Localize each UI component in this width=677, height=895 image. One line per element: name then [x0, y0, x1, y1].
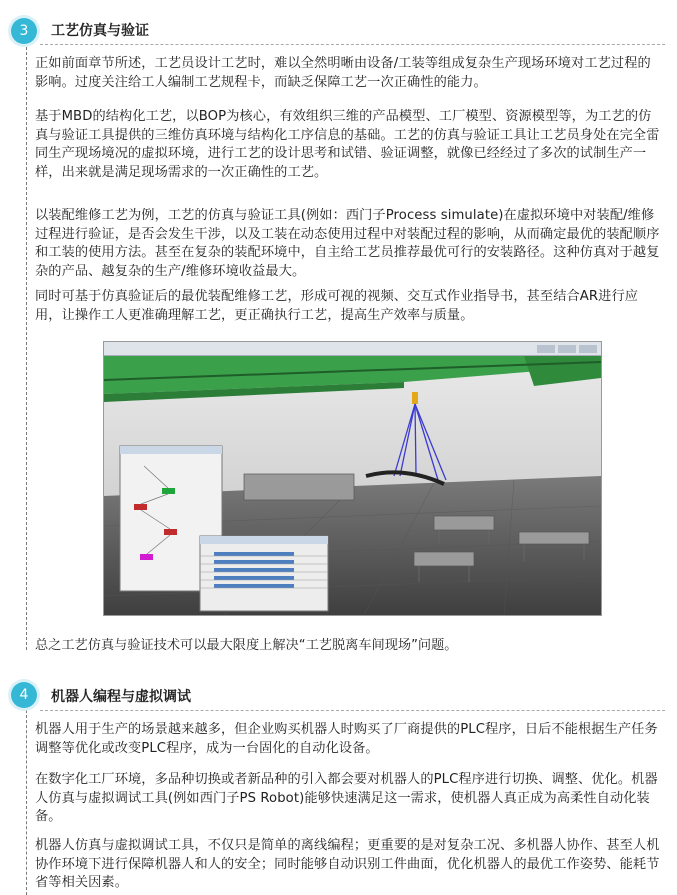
section-3-title: 工艺仿真与验证 [51, 23, 149, 39]
section-4-paragraph-2: 在数字化工厂环境，多品种切换或者新品种的引入都会要对机器人的PLC程序进行切换、调整、优化。机器人仿真与虚拟调试工具(例如西门子PS Robot)能够快速满足这一需求，使机器人真正成为高柔性自动化装备。 [35, 772, 658, 824]
section-3-timeline [26, 32, 27, 650]
sequence-editor-panel [200, 536, 328, 611]
factory-3d-scene [104, 356, 601, 615]
section-4-divider [40, 710, 665, 711]
section-4-number-badge: 4 [11, 682, 37, 708]
section-4-paragraph-1: 机器人用于生产的场景越来越多，但企业购买机器人时购买了厂商提供的PLC程序，日后不能根据生产任务调整等优化或改变PLC程序，成为一台固化的自动化设备。 [35, 722, 658, 756]
section-3-number-badge: 3 [11, 18, 37, 44]
section-3-divider [40, 44, 665, 45]
section-4-title: 机器人编程与虚拟调试 [51, 689, 191, 705]
section-4-paragraph-3: 机器人仿真与虚拟调试工具，不仅只是简单的离线编程；更重要的是对复杂工况、多机器人协作、甚至人机协作环境下进行保障机器人和人的安全；同时能够自动识别工件曲面，优化机器人的最优工作姿势、能耗节省等相关因素。 [35, 838, 660, 890]
section-3-paragraph-2: 基于MBD的结构化工艺，以BOP为核心，有效组织三维的产品模型、工厂模型、资源模型等，为工艺的仿真与验证工具提供的三维仿真环境与结构化工序信息的基础。工艺的仿真与验证工具让工艺员身处在完全雷同生产现场境况的虚拟环境，进行工艺的设计思考和试错、验证调整，就像已经经过了多次的试制生产一样，出来就是满足现场需求的一次正确性的工艺。 [35, 109, 660, 180]
section-3-caption: 总之工艺仿真与验证技术可以最大限度上解决“工艺脱离车间现场”问题。 [35, 638, 458, 653]
process-simulate-screenshot [103, 341, 602, 616]
section-3-paragraph-3: 以装配维修工艺为例，工艺的仿真与验证工具(例如：西门子Process simulate)在虚拟环境中对装配/维修过程进行验证，是否会发生干涉，以及工装在动态使用过程中对装配过程的影响，从而确定最优的装配顺序和工装的使用方法。甚至在复杂的装配环境中，自主给工艺员推荐最优可行的安装路径。这种仿真对于越复杂的产品、越复杂的生产/维修环境收益最大。 [35, 208, 660, 279]
section-4-timeline [26, 710, 27, 895]
section-3-paragraph-4: 同时可基于仿真验证后的最优装配维修工艺，形成可视的视频、交互式作业指导书，甚至结合AR进行应用，让操作工人更准确理解工艺，更正确执行工艺，提高生产效率与质量。 [35, 289, 639, 323]
app-window-toolbar [104, 342, 601, 356]
section-3-paragraph-1: 正如前面章节所述，工艺员设计工艺时，难以全然明晰由设备/工装等组成复杂生产现场环境对工艺过程的影响。过度关注给工人编制工艺规程卡，而缺乏保障工艺一次正确性的能力。 [35, 56, 651, 90]
